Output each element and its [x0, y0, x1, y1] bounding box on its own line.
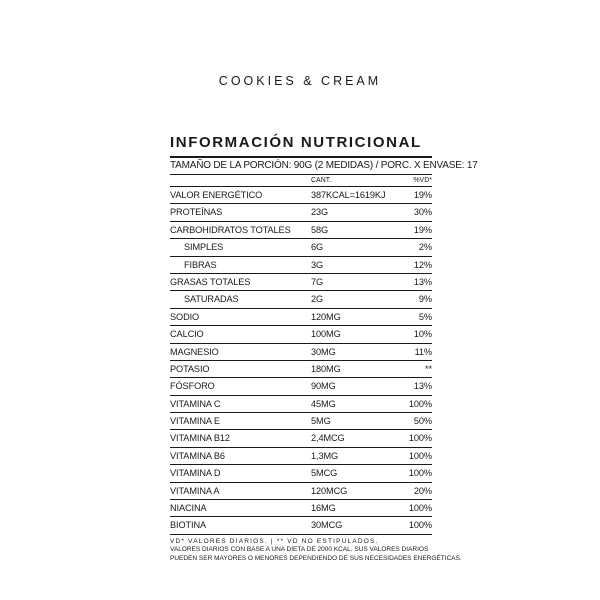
nutrient-vd: 13% [413, 276, 432, 287]
nutrient-name: VITAMINA D [170, 468, 221, 479]
nutrient-name: VITAMINA C [170, 398, 221, 409]
nutrient-row [170, 361, 432, 378]
header-name [170, 175, 311, 186]
nutrient-amount: 2,4MCG [311, 433, 345, 444]
nutrient-row [170, 274, 432, 291]
nutrient-name: VITAMINA A [170, 485, 220, 496]
nutrient-amount: 1,3MG [311, 450, 339, 461]
nutrient-name: SIMPLES [184, 242, 224, 253]
nutrient-name: CARBOHIDRATOS TOTALES [170, 224, 291, 235]
nutrient-amount: 30MG [311, 346, 336, 357]
nutrient-vd: 100% [408, 520, 432, 531]
nutrient-amount: 120MG [311, 311, 341, 322]
nutrient-row [170, 204, 432, 221]
nutrient-amount: 30MCG [311, 520, 343, 531]
footnotes [170, 537, 462, 564]
nutrient-name: NIACINA [170, 503, 207, 514]
nutrient-amount: 2G [311, 294, 324, 305]
nutrient-amount: 5MG [311, 416, 331, 427]
nutrient-row [170, 326, 432, 343]
nutrient-amount: 387KCAL=1619KJ [311, 190, 386, 200]
nutrient-row [170, 378, 432, 395]
nutrient-vd: 2% [418, 242, 432, 253]
nutrient-row [170, 448, 432, 465]
nutrient-name: CALCIO [170, 329, 204, 340]
nutrient-name: GRASAS TOTALES [170, 276, 251, 287]
nutrient-row [170, 396, 432, 413]
nutrient-name: FÓSFORO [170, 381, 215, 392]
nutrient-amount: 180MG [311, 363, 341, 374]
nutrient-vd: 5% [418, 311, 432, 322]
nutrient-amount: 100MG [311, 329, 341, 340]
nutrient-name: BIOTINA [170, 520, 207, 531]
nutrient-amount: 5MCG [311, 468, 338, 479]
nutrient-row [170, 483, 432, 500]
nutrient-vd: 100% [408, 398, 432, 409]
nutrient-name: VALOR ENERGÉTICO [170, 190, 263, 200]
nutrient-row [170, 517, 432, 534]
nutrient-amount: 58G [311, 224, 329, 235]
nutrient-vd: 100% [408, 468, 432, 479]
nutrient-name: POTASIO [170, 363, 210, 374]
nutrient-amount: 23G [311, 207, 329, 218]
nutrient-row [170, 500, 432, 517]
nutrient-vd: 100% [408, 433, 432, 444]
header-amount: CANT. [311, 177, 332, 184]
serving-size: TAMAÑO DE LA PORCIÓN: 90G (2 MEDIDAS) / PORC. X ENVASE: 17 [170, 158, 432, 175]
nutrient-vd: 11% [414, 346, 432, 357]
nutrient-vd: 20% [413, 485, 432, 496]
nutrient-vd: 19% [413, 190, 432, 200]
nutrient-amount: 120MCG [311, 485, 348, 496]
nutrient-vd: 13% [413, 381, 432, 392]
header-vd: %VD* [413, 177, 432, 184]
nutrient-row [170, 257, 432, 274]
nutrient-amount: 7G [311, 276, 324, 287]
table-header [170, 175, 432, 187]
nutrient-name: VITAMINA B12 [170, 433, 230, 444]
nutrient-row [170, 413, 432, 430]
nutrient-vd: ** [425, 363, 432, 374]
nutrient-vd: 10% [413, 329, 432, 340]
panel-title: INFORMACIÓN NUTRICIONAL [170, 130, 432, 158]
footnote-line: VD* VALORES DIARIOS. | ** VD NO ESTIPULADOS. [170, 537, 379, 545]
nutrient-name: FIBRAS [184, 259, 217, 270]
nutrient-vd: 19% [413, 224, 432, 235]
nutrition-facts-panel [170, 130, 478, 564]
nutrient-rows [170, 187, 432, 535]
nutrient-row [170, 430, 432, 447]
footnote-line: PUEDEN SER MAYORES O MENORES DEPENDIENDO DE SUS NECESIDADES ENERGÉTICAS. [170, 555, 462, 562]
nutrient-amount: 45MG [311, 398, 336, 409]
nutrient-amount: 6G [311, 242, 324, 253]
product-name: COOKIES & CREAM [218, 74, 382, 88]
nutrient-row [170, 344, 432, 361]
nutrient-vd: 100% [408, 503, 432, 514]
nutrient-name: PROTEÍNAS [170, 207, 223, 218]
nutrient-name: SATURADAS [184, 294, 239, 305]
nutrient-name: SODIO [170, 311, 200, 322]
nutrient-row [170, 239, 432, 256]
nutrient-amount: 90MG [311, 381, 336, 392]
nutrient-vd: 9% [418, 294, 432, 305]
nutrient-vd: 50% [413, 416, 432, 427]
nutrient-row [170, 465, 432, 482]
nutrient-amount: 3G [311, 259, 324, 270]
nutrient-row [170, 309, 432, 326]
nutrient-vd: 12% [413, 259, 432, 270]
nutrient-name: MAGNESIO [170, 346, 219, 357]
nutrient-row [170, 187, 432, 204]
nutrient-amount: 16MG [311, 503, 336, 514]
nutrient-vd: 30% [413, 207, 432, 218]
nutrient-name: VITAMINA E [170, 416, 220, 427]
nutrient-row [170, 222, 432, 239]
nutrient-name: VITAMINA B6 [170, 450, 225, 461]
nutrient-vd: 100% [408, 450, 432, 461]
footnote-line: VALORES DIARIOS CON BASE A UNA DIETA DE 2000 KCAL. SUS VALORES DIARIOS [170, 546, 429, 554]
nutrient-row [170, 291, 432, 308]
